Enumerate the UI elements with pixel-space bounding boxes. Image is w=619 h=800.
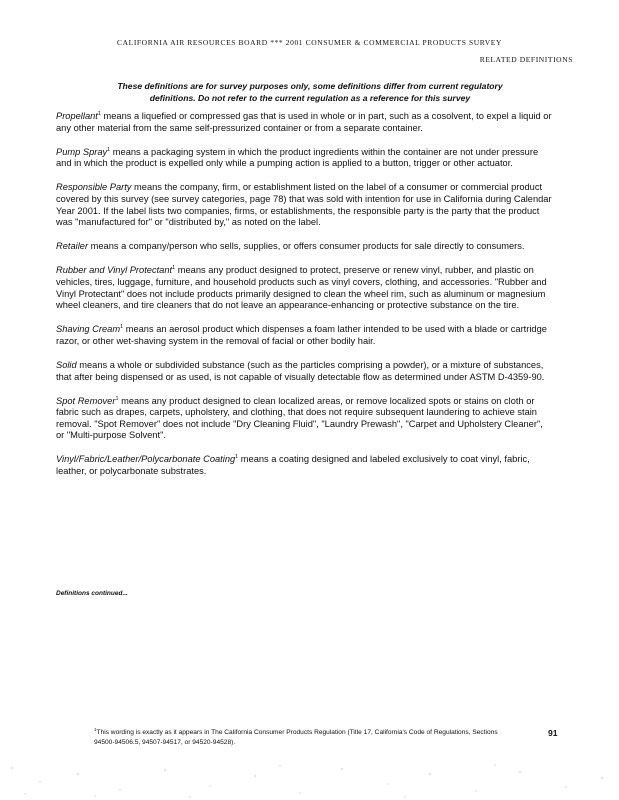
definition-spot-remover	[56, 396, 552, 442]
continued-note: Definitions continued...	[56, 590, 128, 597]
definition-text: means any product designed to clean localized areas, or remove localized spots or stains on cloth or fabric such as drapes, carpets, upholstery, and clothing, that does not require subsequent laundering to achieve stain removal. "Spot Remover" does not include "Dry Cleaning Fluid", "Laundry Prewash", "Carpet and Upholstery Cleaner", or "Multi-purpose Solvent".	[56, 395, 543, 441]
definition-responsible-party	[56, 182, 552, 228]
definition-term: Pump Spray	[56, 146, 108, 157]
definition-text: means a company/person who sells, supplies, or offers consumer products for sale directly to consumers.	[88, 241, 525, 252]
definition-term: Spot Remover	[56, 395, 116, 406]
definition-term: Rubber and Vinyl Protectant	[56, 265, 173, 276]
page-header-title: CALIFORNIA AIR RESOURCES BOARD *** 2001 CONSUMER & COMMERCIAL PRODUCTS SURVEY	[117, 38, 502, 47]
definition-term: Solid	[56, 359, 77, 370]
definition-text: means the company, firm, or establishment listed on the label of a consumer or commercial product covered by this survey (see survey categories, page 78) that was sold with intention for use in California during Calendar Year 2001. If the label lists two companies, firms, or establishments, the responsible party is the party that the product was "manufactured for" or "distributed by," as noted on the label.	[56, 182, 552, 228]
definition-rubber-vinyl-protectant	[56, 265, 552, 311]
definitions-list	[56, 111, 552, 490]
survey-disclaimer	[80, 80, 540, 104]
footnote-marker: 1	[94, 726, 97, 732]
definition-text: means a coating designed and labeled exclusively to coat vinyl, fabric, leather, or polycarbonate substrates.	[56, 454, 530, 477]
disclaimer-line-2: definitions. Do not refer to the current regulation as a reference for this survey	[149, 93, 471, 103]
definition-retailer	[56, 241, 552, 253]
definition-term: Retailer	[56, 241, 89, 252]
footnote-marker: 1	[120, 324, 124, 331]
definition-term: Vinyl/Fabric/Leather/Polycarbonate Coating	[56, 454, 236, 465]
definition-solid	[56, 360, 552, 383]
scan-noise	[0, 760, 619, 800]
page-number: 91	[548, 728, 558, 738]
definition-term: Propellant	[56, 111, 98, 121]
definition-text: means a liquefied or compressed gas that is used in whole or in part, such as a cosolvent, to expel a liquid or any other material from the same self-pressurized container or from a separate container.	[56, 111, 552, 133]
definition-text: means any product designed to protect, preserve or renew vinyl, rubber, and plastic on vehicles, tires, luggage, furniture, and household products such as vinyl covers, clothing, and accessories. "Rubber and Vinyl Protectant" does not include products primarily designed to clean the wheel rim, such as aluminum or magnesium wheel cleaners, and tire cleaners that do not leave an appearance-enhancing or protective substance on the tire.	[56, 265, 547, 311]
footnote-text: This wording is exactly as it appears in The California Consumer Products Regulation (Title 17, California's Code of Regulations, Sections 94500-94506.5, 94507-94517, or 94520-94528).	[94, 729, 498, 746]
definition-shaving-cream	[56, 324, 552, 347]
definition-text: means an aerosol product which dispenses a foam lather intended to be used with a blade or cartridge razor, or other wet-shaving system in the removal of facial or other bodily hair.	[56, 324, 547, 346]
disclaimer-line-1: These definitions are for survey purposes only, some definitions differ from current regulatory	[117, 81, 503, 91]
footnote-marker: 1	[107, 146, 111, 153]
footnote-marker: 1	[97, 110, 101, 117]
definition-term: Responsible Party	[56, 182, 132, 193]
definition-vinyl-coating	[56, 454, 552, 477]
definition-term: Shaving Cream	[56, 324, 121, 335]
definition-pump-spray	[56, 147, 552, 170]
definition-text: means a whole or subdivided substance (such as the particles comprising a powder), or a mixture of substances, that after being dispensed or as used, is not capable of visually detectable flow as determined under ASTM D-4359-90.	[56, 359, 545, 382]
footnote	[94, 728, 514, 748]
definition-text: means a packaging system in which the product ingredients within the container are not under pressure and in which the product is expelled only while a pumping action is applied to a button, trigger or other actuator.	[56, 146, 539, 169]
section-heading: RELATED DEFINITIONS	[479, 55, 573, 64]
footnote-marker: 1	[172, 265, 176, 272]
definition-propellant	[56, 111, 552, 134]
footnote-marker: 1	[115, 395, 119, 402]
footnote-marker: 1	[235, 454, 239, 461]
